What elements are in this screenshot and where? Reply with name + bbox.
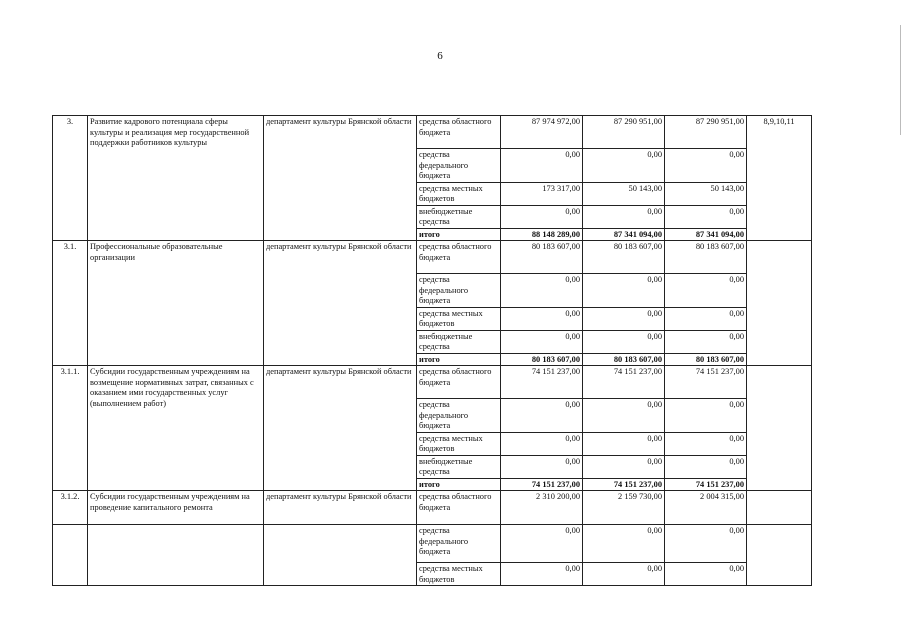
total-year-1: 74 151 237,00 bbox=[501, 478, 583, 491]
section-executor: департамент культуры Брянской области bbox=[264, 241, 417, 366]
amount-year-3: 50 143,00 bbox=[665, 182, 747, 205]
indicator-numbers bbox=[747, 366, 812, 491]
indicator-numbers bbox=[747, 241, 812, 366]
section-name: Профессиональные образовательные организации bbox=[88, 241, 264, 366]
amount-year-2: 74 151 237,00 bbox=[583, 366, 665, 399]
section-code: 3. bbox=[53, 116, 88, 241]
amount-year-1: 0,00 bbox=[501, 525, 583, 563]
amount-year-2: 0,00 bbox=[583, 330, 665, 353]
amount-year-3: 87 290 951,00 bbox=[665, 116, 747, 149]
amount-year-3: 0,00 bbox=[665, 274, 747, 308]
table-row bbox=[53, 366, 812, 399]
amount-year-3: 0,00 bbox=[665, 432, 747, 455]
amount-year-1: 80 183 607,00 bbox=[501, 241, 583, 274]
amount-year-3: 0,00 bbox=[665, 563, 747, 586]
section-executor: департамент культуры Брянской области bbox=[264, 366, 417, 491]
amount-year-1: 173 317,00 bbox=[501, 182, 583, 205]
amount-year-2: 50 143,00 bbox=[583, 182, 665, 205]
amount-year-2: 0,00 bbox=[583, 525, 665, 563]
section-name-cont bbox=[88, 525, 264, 586]
amount-year-2: 0,00 bbox=[583, 149, 665, 183]
section-name: Субсидии государственным учреждениям на проведение капитального ремонта bbox=[88, 491, 264, 525]
amount-year-3: 0,00 bbox=[665, 399, 747, 433]
table-row bbox=[53, 241, 812, 274]
table-row bbox=[53, 491, 812, 525]
amount-year-3: 0,00 bbox=[665, 149, 747, 183]
amount-year-3: 74 151 237,00 bbox=[665, 366, 747, 399]
funding-source: внебюджетные средства bbox=[417, 330, 501, 353]
section-executor-cont bbox=[264, 525, 417, 586]
amount-year-2: 0,00 bbox=[583, 455, 665, 478]
table-row bbox=[53, 525, 812, 563]
amount-year-1: 87 974 972,00 bbox=[501, 116, 583, 149]
amount-year-2: 0,00 bbox=[583, 205, 665, 228]
amount-year-2: 0,00 bbox=[583, 399, 665, 433]
amount-year-1: 0,00 bbox=[501, 432, 583, 455]
table-row bbox=[53, 116, 812, 149]
amount-year-3: 0,00 bbox=[665, 525, 747, 563]
indicator-numbers bbox=[747, 491, 812, 525]
funding-source: средства федерального бюджета bbox=[417, 399, 501, 433]
funding-source: внебюджетные средства bbox=[417, 205, 501, 228]
amount-year-1: 0,00 bbox=[501, 149, 583, 183]
total-year-2: 80 183 607,00 bbox=[583, 353, 665, 366]
amount-year-1: 0,00 bbox=[501, 455, 583, 478]
funding-source: средства областного бюджета bbox=[417, 491, 501, 525]
section-name: Развитие кадрового потенциала сферы культуры и реализация мер государственной поддержки работников культуры bbox=[88, 116, 264, 241]
amount-year-3: 80 183 607,00 bbox=[665, 241, 747, 274]
amount-year-2: 2 159 730,00 bbox=[583, 491, 665, 525]
amount-year-2: 87 290 951,00 bbox=[583, 116, 665, 149]
amount-year-1: 0,00 bbox=[501, 274, 583, 308]
amount-year-2: 0,00 bbox=[583, 563, 665, 586]
funding-source: средства местных бюджетов bbox=[417, 563, 501, 586]
amount-year-1: 0,00 bbox=[501, 563, 583, 586]
indicator-numbers-cont bbox=[747, 525, 812, 586]
total-year-2: 74 151 237,00 bbox=[583, 478, 665, 491]
funding-source: средства областного бюджета bbox=[417, 241, 501, 274]
amount-year-3: 0,00 bbox=[665, 307, 747, 330]
section-code: 3.1.1. bbox=[53, 366, 88, 491]
amount-year-1: 2 310 200,00 bbox=[501, 491, 583, 525]
section-executor: департамент культуры Брянской области bbox=[264, 491, 417, 525]
funding-source: средства федерального бюджета bbox=[417, 525, 501, 563]
total-year-3: 87 341 094,00 bbox=[665, 228, 747, 241]
total-year-2: 87 341 094,00 bbox=[583, 228, 665, 241]
amount-year-1: 74 151 237,00 bbox=[501, 366, 583, 399]
total-label: итого bbox=[417, 228, 501, 241]
amount-year-1: 0,00 bbox=[501, 205, 583, 228]
amount-year-3: 0,00 bbox=[665, 330, 747, 353]
funding-source: средства местных бюджетов bbox=[417, 182, 501, 205]
section-code: 3.1.2. bbox=[53, 491, 88, 525]
funding-source: средства областного бюджета bbox=[417, 116, 501, 149]
amount-year-3: 2 004 315,00 bbox=[665, 491, 747, 525]
total-label: итого bbox=[417, 353, 501, 366]
funding-source: средства областного бюджета bbox=[417, 366, 501, 399]
amount-year-1: 0,00 bbox=[501, 307, 583, 330]
amount-year-2: 0,00 bbox=[583, 432, 665, 455]
funding-source: средства федерального бюджета bbox=[417, 149, 501, 183]
section-code-cont bbox=[53, 525, 88, 586]
section-code: 3.1. bbox=[53, 241, 88, 366]
amount-year-3: 0,00 bbox=[665, 205, 747, 228]
funding-source: внебюджетные средства bbox=[417, 455, 501, 478]
amount-year-2: 0,00 bbox=[583, 274, 665, 308]
indicator-numbers: 8,9,10,11 bbox=[747, 116, 812, 241]
amount-year-3: 0,00 bbox=[665, 455, 747, 478]
amount-year-2: 80 183 607,00 bbox=[583, 241, 665, 274]
amount-year-1: 0,00 bbox=[501, 399, 583, 433]
page-number: 6 bbox=[437, 50, 443, 62]
amount-year-2: 0,00 bbox=[583, 307, 665, 330]
total-year-1: 88 148 289,00 bbox=[501, 228, 583, 241]
total-label: итого bbox=[417, 478, 501, 491]
funding-source: средства местных бюджетов bbox=[417, 432, 501, 455]
total-year-3: 74 151 237,00 bbox=[665, 478, 747, 491]
total-year-3: 80 183 607,00 bbox=[665, 353, 747, 366]
funding-source: средства местных бюджетов bbox=[417, 307, 501, 330]
section-name: Субсидии государственным учреждениям на возмещение нормативных затрат, связанных с оказанием ими государственных услуг (выполнением работ) bbox=[88, 366, 264, 491]
scan-edge-mark bbox=[900, 25, 901, 135]
funding-source: средства федерального бюджета bbox=[417, 274, 501, 308]
total-year-1: 80 183 607,00 bbox=[501, 353, 583, 366]
amount-year-1: 0,00 bbox=[501, 330, 583, 353]
financing-table bbox=[52, 115, 812, 586]
section-executor: департамент культуры Брянской области bbox=[264, 116, 417, 241]
